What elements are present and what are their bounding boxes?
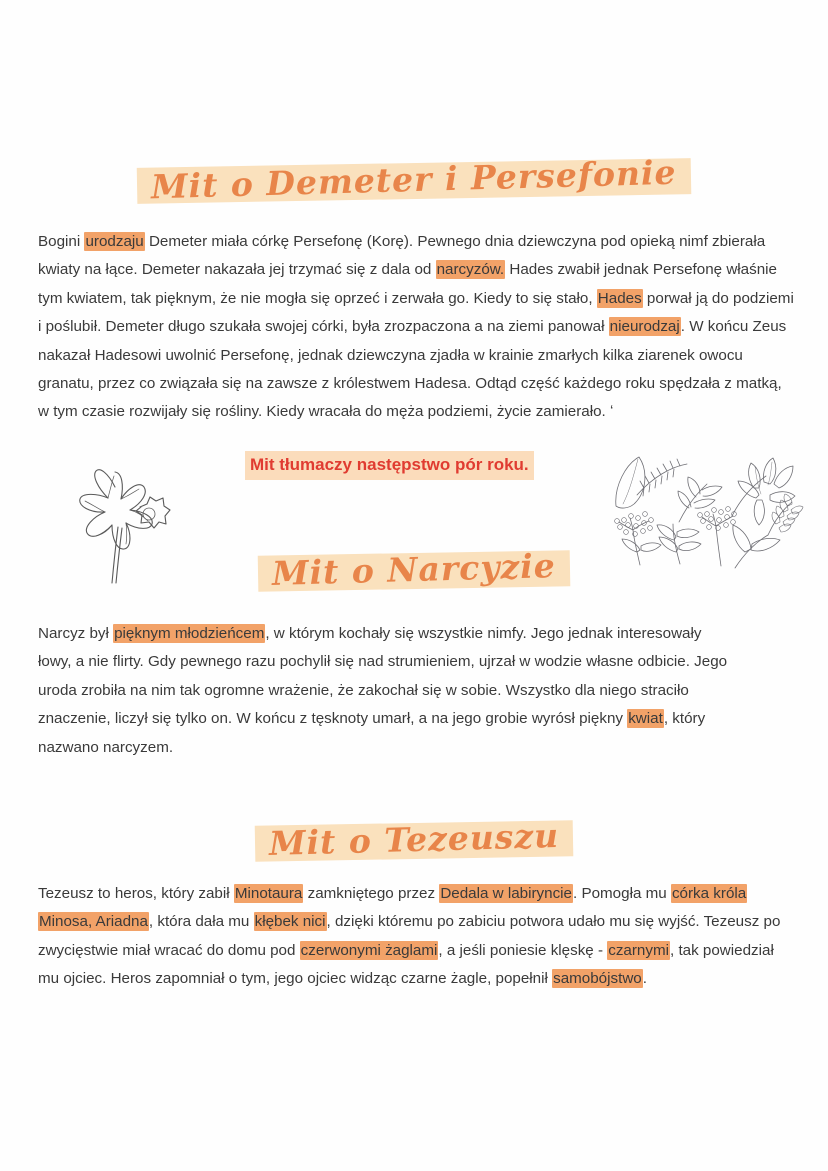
section-heading-tezeusz [0,815,828,864]
heading-label: Mit o Narcyzie [271,546,557,593]
body-text: zamkniętego przez [303,885,440,902]
body-text: , tak powiedział mu ojciec. Heros zapomniał o tym, jego ojciec widząc czarne żagle, popełnił [38,941,774,988]
body-text: . W końcu Zeus nakazał Hadesowi uwolnić Persefonę, jednak dziewczyna zjadła w krainie zmarłych kilka ziarenek owocu granatu, przez co związała się na zawsze z królestwem Hadesa. Odtąd część każdego roku spędzała z matką, w tym czasie rozwijały się rośliny. Kiedy wracała do męża podziemi, życie zamierało. ʻ [38,318,787,421]
heading-label: Mit o Demeter i Persefonie [150,152,678,207]
body-text: Bogini [38,233,85,250]
paragraph-narcyz [38,620,738,762]
highlighted-text: narcyzów. [436,261,505,279]
heading-label: Mit o Tezeuszu [268,815,560,864]
highlighted-text: pięknym młodzieńcem [114,625,265,642]
body-text: . Pomogła mu [573,885,671,902]
body-text: porwał ją do podziemi i poślubił. Demeter długo szukała swojej córki, była zrozpaczona a na ziemi panował [38,289,794,336]
body-text: , który nazwano narcyzem. [38,710,706,756]
body-text: . [642,970,647,988]
highlighted-text: Hades [597,289,642,307]
paragraph-tezeusz [38,880,794,994]
heading-text-wrapper [137,150,692,210]
body-text: , dzięki któremu po zabiciu potwora udało mu się wyjść. Tezeusz po zwycięstwie miał wracać do domu pod [38,913,781,959]
body-text: Narcyz był [38,625,114,642]
highlighted-text: czarnymi [608,941,669,959]
highlighted-text: Minotaura [234,885,303,902]
highlighted-text: kwiat [628,710,663,728]
section-heading-demeter [0,152,828,207]
highlighted-text: nieurodzaj [609,318,680,336]
heading-text-wrapper [258,544,571,598]
paragraph-demeter [38,228,794,427]
body-text: Tezeusz to heros, który zabił [38,885,234,902]
highlighted-text: córka króla Minosa, Ariadna [39,885,747,931]
highlighted-text: Dedala w labiryncie [440,885,573,902]
heading-text-wrapper [254,814,573,868]
body-text: , w którym kochały się wszystkie nimfy. Jego jednak interesowały łowy, a nie flirty. Gdy pewnego razu pochylił się nad strumieniem, ujrzał w wodzie własne odbicie. Jego uroda zrobiła na nim tak ogromne wrażenie, że zakochał się w sobie. Wszystko dla niego straciło znaczenie, liczył się tylko on. W końcu z tęsknoty umarł, a na jego grobie wyrósł piękny [38,625,728,728]
highlighted-text: czerwonymi żaglami [300,941,438,959]
section-heading-narcyz [0,548,828,593]
body-text: Demeter miała córkę Persefonę (Korę). Pewnego dnia dziewczyna pod opieką nimf zbierała kwiaty na łące. Demeter nakazała jej trzymać się z dala od [38,233,766,279]
highlighted-text: urodzaju [85,233,144,250]
body-text: Hades zwabił jednak Persefonę właśnie tym kwiatem, tak pięknym, że nie mogła się oprzeć i zerwała go. Kiedy to się stało, [38,261,777,307]
body-text: , która dała mu [148,913,254,931]
emphasis-line: Mit tłumaczy następstwo pór roku. [245,451,534,480]
highlighted-text: kłębek nici [254,913,326,931]
body-text: , a jeśli poniesie klęskę - [438,941,608,959]
highlighted-text: samobójstwo [553,970,642,988]
